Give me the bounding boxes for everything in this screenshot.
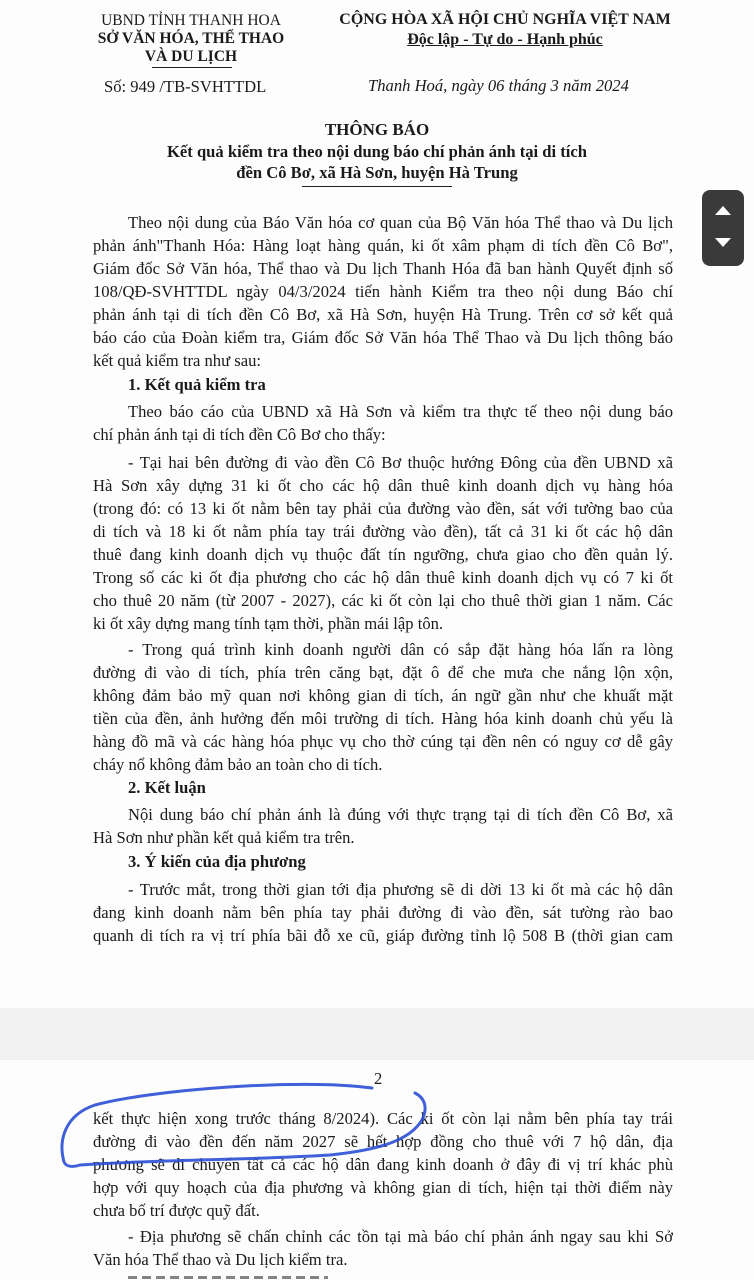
issuer-department: SỞ VĂN HÓA, THỂ THAO — [97, 30, 285, 47]
text-line: - Tại hai bên đường đi vào đền Cô Bơ thuộc hướng Đông của đền UBND xã — [128, 453, 673, 472]
issue-date: Thanh Hoá, ngày 06 tháng 3 năm 2024 — [368, 76, 629, 95]
text-line: kết quả kiểm tra như sau: — [93, 351, 261, 370]
country-name: CỘNG HÒA XÃ HỘI CHỦ NGHĨA VIỆT NAM — [339, 11, 671, 28]
issuer-department-cont: VÀ DU LỊCH — [144, 48, 238, 65]
text-line: chưa bố trí được quỹ đất. — [93, 1201, 260, 1220]
text-line: di tích và 18 ki ốt nằm phía tay trái đường vào đền), tất cả 31 ki ốt các hộ dân — [93, 522, 673, 541]
document-subject-line2: đền Cô Bơ, xã Hà Sơn, huyện Hà Trung — [236, 163, 518, 182]
text-line: Giám đốc Sở Văn hóa, Thể thao và Du lịch Thanh Hóa đã ban hành Quyết định số — [93, 259, 673, 278]
national-motto-block — [322, 10, 688, 50]
cut-off-line — [128, 1273, 328, 1280]
text-line: phản ánh tại di tích đền Cô Bơ, xã Hà Sơn, huyện Hà Trung. Trên cơ sở kết quả — [93, 305, 673, 324]
text-line: thuê đang kinh doanh dịch vụ thuộc đất tín ngưỡng, chưa giao cho đền quản lý. — [93, 545, 673, 564]
page-break — [0, 1008, 754, 1060]
text-line: 108/QĐ-SVHTTDL ngày 04/3/2024 tiến hành Kiểm tra theo nội dung Báo chí — [93, 282, 673, 301]
text-line: phương sẽ di chuyển tất cả các hộ dân đang kinh doanh ở đây đi vị trí khác phù — [93, 1155, 673, 1174]
text-line: kết thực hiện xong trước tháng 8/2024). Các ki ốt còn lại nằm bên phía tay trái — [93, 1109, 673, 1128]
document-subject-line1: Kết quả kiểm tra theo nội dung báo chí phản ánh tại di tích — [167, 142, 587, 161]
text-line: đường đi vào di tích, phía trên căng bạt, đặt ô để che mưa che nắng lộn xộn, — [93, 663, 673, 682]
text-line: phản ánh"Thanh Hóa: Hàng loạt hàng quán, ki ốt xâm phạm di tích đền Cô Bơ", — [93, 236, 673, 255]
text-line: chí phản ánh tại di tích đền Cô Bơ cho thấy: — [93, 425, 386, 444]
section-heading-3: 3. Ý kiến của địa phương — [128, 852, 306, 871]
text-line: - Trước mắt, trong thời gian tới địa phương sẽ di dời 13 ki ốt mà các hộ dân — [128, 880, 673, 899]
text-line: hợp với quy hoạch của địa phương và không gian di tích, hiện tại thời điểm này — [93, 1178, 673, 1197]
text-line: Nội dung báo chí phản ánh là đúng với thực trạng tại di tích đền Cô Bơ, xã — [128, 805, 673, 824]
issuer-underline — [152, 67, 232, 68]
text-line: Theo báo cáo của UBND xã Hà Sơn và kiểm tra thực tế theo nội dung báo — [128, 402, 673, 421]
text-line: đường đi vào đền đến năm 2027 sẽ hết hợp đồng cho thuê với 7 hộ dân, địa — [93, 1132, 673, 1151]
document-number: Số: 949 /TB-SVHTTDL — [104, 77, 267, 96]
text-line: quanh di tích ra vị trí phía bãi đỗ xe cũ, giáp đường tỉnh lộ 508 B (thời gian cam — [93, 926, 673, 945]
text-line: cháy nổ không đảm bảo an toàn cho di tích. — [93, 755, 383, 774]
text-line: ki ốt xây dựng mang tính tạm thời, phần mái lập tôn. — [93, 614, 444, 633]
text-line: - Địa phương sẽ chấn chỉnh các tồn tại mà báo chí phản ánh ngay sau khi Sở — [128, 1227, 673, 1246]
text-line: Hà Sơn như phần kết quả kiểm tra trên. — [93, 828, 355, 847]
subject-underline — [302, 186, 452, 187]
text-line: báo cáo của Đoàn kiểm tra, Giám đốc Sở Văn hóa Thể Thao và Du lịch thông báo — [93, 328, 673, 347]
text-line: Theo nội dung của Báo Văn hóa cơ quan của Bộ Văn hóa Thể thao và Du lịch — [128, 213, 673, 232]
text-line: Trong số các ki ốt địa phương cho các hộ dân thuê kinh doanh dịch vụ có 7 ki ốt — [93, 568, 673, 587]
document-type: THÔNG BÁO — [324, 120, 430, 139]
text-line: tiền của đền, ảnh hưởng đến môi trường di tích. Hàng hóa kinh doanh chủ yếu là — [93, 709, 673, 728]
motto: Độc lập - Tự do - Hạnh phúc — [407, 31, 603, 48]
page-number: 2 — [374, 1069, 383, 1088]
text-line: Văn hóa Thể thao và Du lịch kiểm tra. — [93, 1250, 348, 1269]
page-scroll-control[interactable] — [702, 190, 744, 266]
text-line: hàng đồ mã và các hàng hóa phục vụ cho thờ cúng tại đền nên có nguy cơ dễ gây — [93, 732, 673, 751]
text-line: cho thuê 20 năm (từ 2007 - 2027), các ki ốt còn lại cho thuê thời gian 1 năm. Các — [93, 591, 673, 610]
text-line: đang kinh doanh nằm bên phía tay phải đường đi vào đền, sát tường rào bao — [93, 903, 673, 922]
issuer-province: UBND TỈNH THANH HOA — [101, 12, 281, 29]
section-heading-2: 2. Kết luận — [128, 778, 206, 797]
section-heading-1: 1. Kết quả kiểm tra — [128, 375, 266, 394]
text-line: - Trong quá trình kinh doanh người dân có sắp đặt hàng hóa lấn ra lòng — [128, 640, 673, 659]
text-line: Hà Sơn xây dựng 31 ki ốt cho các hộ dân thuê kinh doanh dịch vụ hàng hóa — [93, 476, 673, 495]
text-line: không đảm bảo mỹ quan nơi không gian di tích, án ngữ gần như che khuất mặt — [93, 686, 673, 705]
scroll-up-icon[interactable] — [715, 206, 731, 215]
issuer-block — [76, 12, 306, 66]
scroll-down-icon[interactable] — [715, 238, 731, 247]
text-line: (trong đó: có 13 ki ốt nằm bên tay phải của đường vào đền, sát với tường bao của — [93, 499, 673, 518]
